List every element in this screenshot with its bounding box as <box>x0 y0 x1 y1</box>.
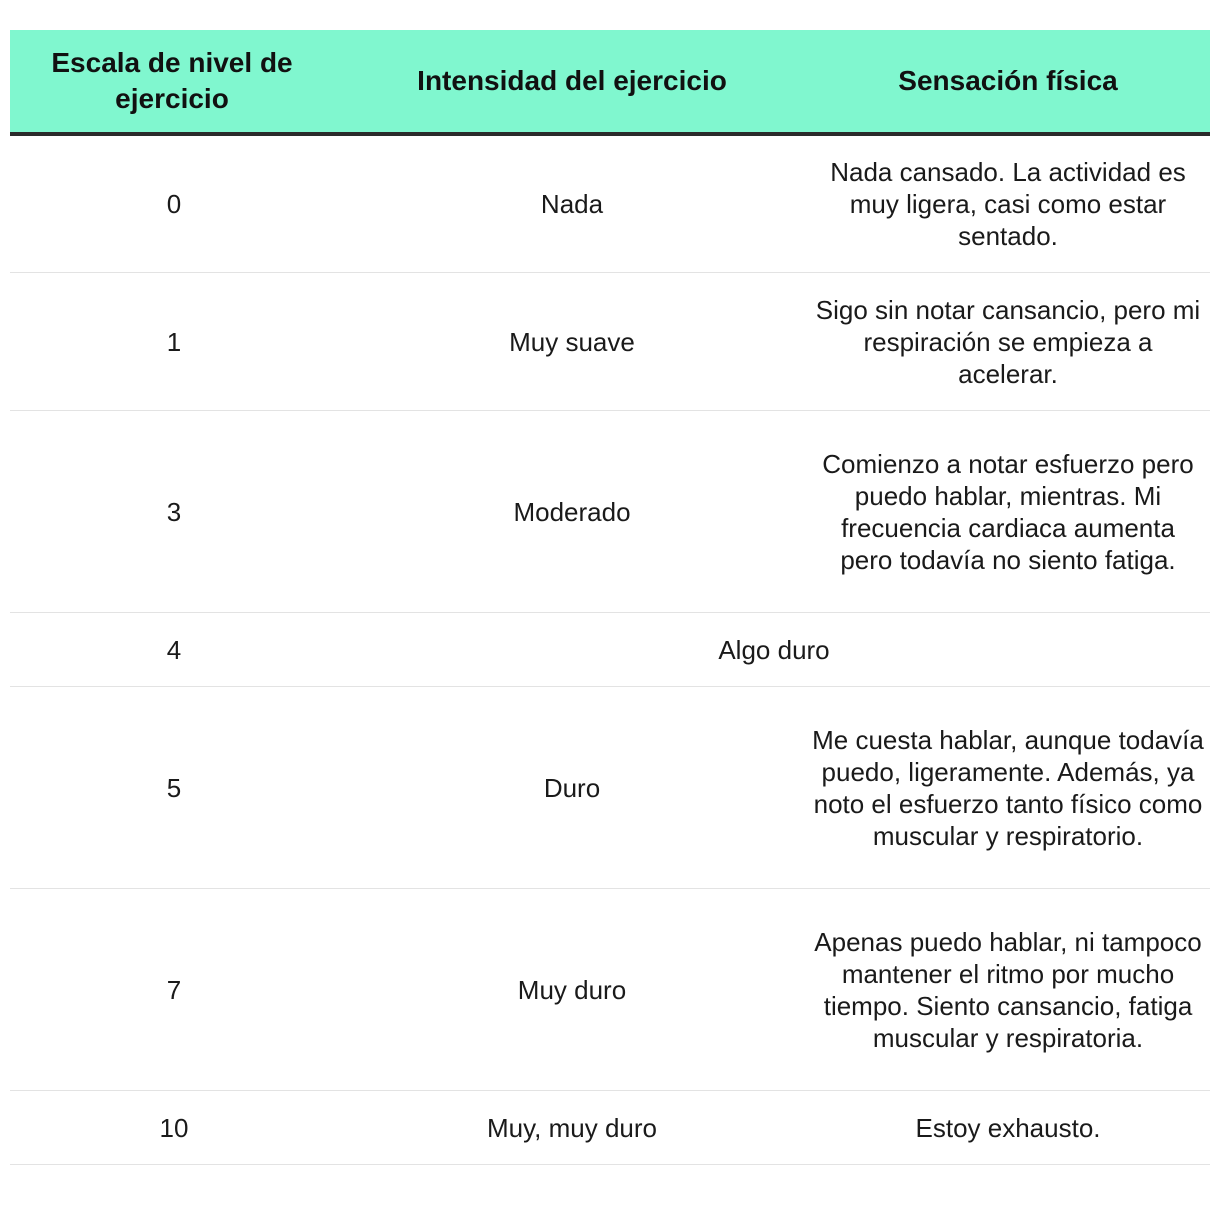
intensity-cell: Nada <box>338 134 806 273</box>
table-row <box>10 134 1210 273</box>
level-cell: 1 <box>10 273 338 411</box>
level-cell: 4 <box>10 613 338 687</box>
level-cell: 5 <box>10 687 338 889</box>
header-sensation: Sensación física <box>806 30 1210 134</box>
level-cell: 3 <box>10 411 338 613</box>
table-row <box>10 1091 1210 1165</box>
table-row <box>10 889 1210 1091</box>
level-cell: 0 <box>10 134 338 273</box>
table-row <box>10 687 1210 889</box>
exercise-scale-table-container <box>10 30 1210 1165</box>
header-level: Escala de nivel de ejercicio <box>10 30 338 134</box>
level-cell: 10 <box>10 1091 338 1165</box>
intensity-cell: Muy, muy duro <box>338 1091 806 1165</box>
sensation-cell: Nada cansado. La actividad es muy ligera, casi como estar sentado. <box>806 134 1210 273</box>
intensity-cell: Muy suave <box>338 273 806 411</box>
table-row <box>10 411 1210 613</box>
header-intensity: Intensidad del ejercicio <box>338 30 806 134</box>
exercise-scale-table <box>10 30 1210 1165</box>
table-header <box>10 30 1210 134</box>
sensation-cell: Apenas puedo hablar, ni tampoco mantener el ritmo por mucho tiempo. Siento cansancio, fatiga muscular y respiratoria. <box>806 889 1210 1091</box>
merged-intensity-cell: Algo duro <box>338 613 1210 687</box>
intensity-cell: Muy duro <box>338 889 806 1091</box>
table-row <box>10 273 1210 411</box>
table-row <box>10 613 1210 687</box>
sensation-cell: Sigo sin notar cansancio, pero mi respiración se empieza a acelerar. <box>806 273 1210 411</box>
sensation-cell: Estoy exhausto. <box>806 1091 1210 1165</box>
sensation-cell: Me cuesta hablar, aunque todavía puedo, ligeramente. Además, ya noto el esfuerzo tanto físico como muscular y respiratorio. <box>806 687 1210 889</box>
header-row <box>10 30 1210 134</box>
intensity-cell: Moderado <box>338 411 806 613</box>
intensity-cell: Duro <box>338 687 806 889</box>
sensation-cell: Comienzo a notar esfuerzo pero puedo hablar, mientras. Mi frecuencia cardiaca aumenta pero todavía no siento fatiga. <box>806 411 1210 613</box>
table-body <box>10 134 1210 1165</box>
level-cell: 7 <box>10 889 338 1091</box>
